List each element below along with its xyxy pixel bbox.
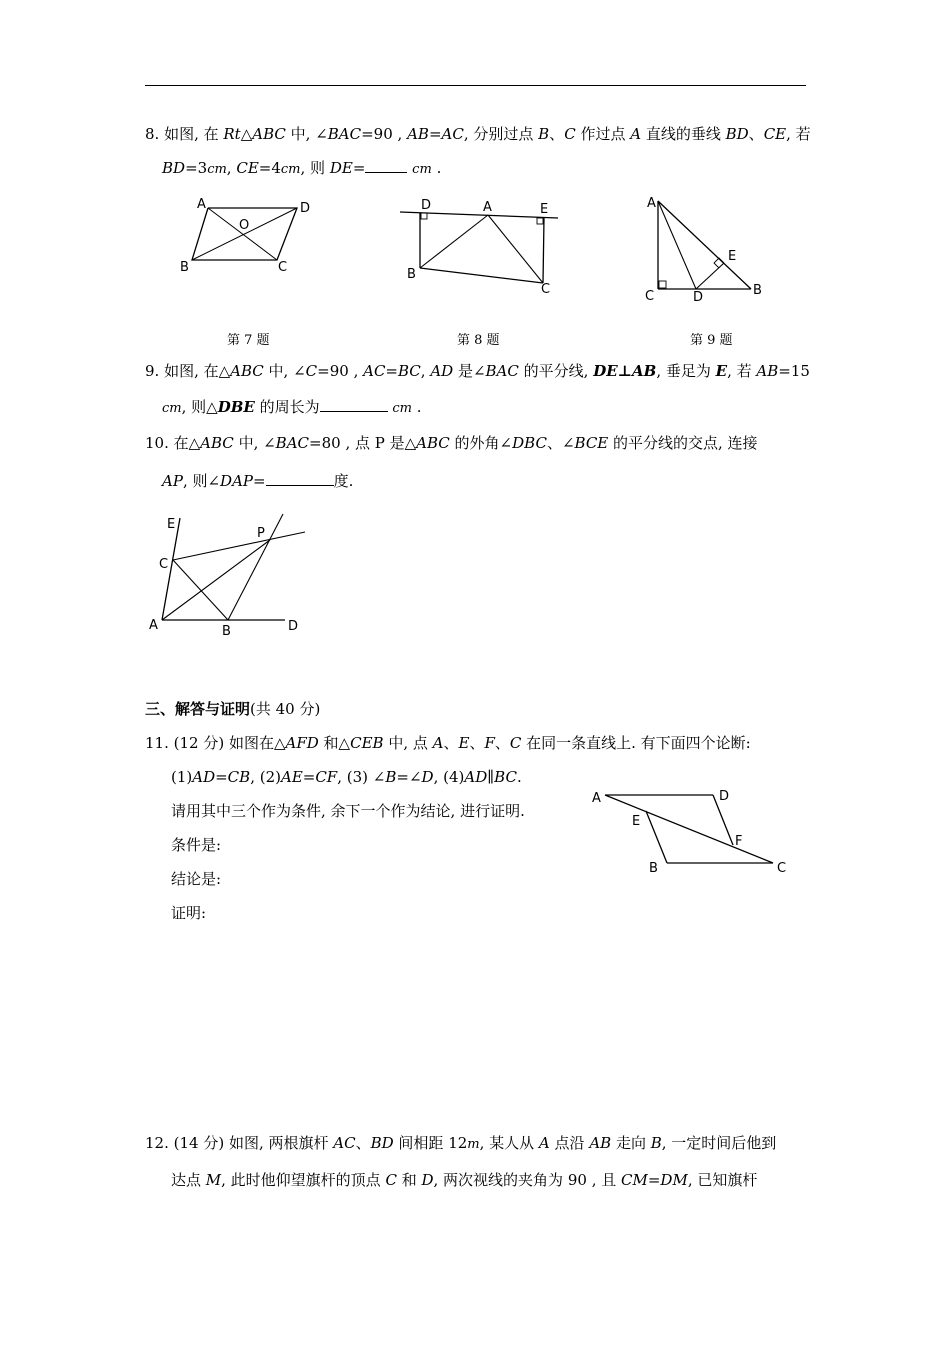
q9-line2: cm, 则△DBE 的周长为 cm . [162, 398, 422, 416]
header-rule [145, 85, 806, 86]
fig11-label-e: E [632, 814, 641, 829]
fig10-segment-ap [162, 540, 270, 620]
answer-blank-q9[interactable] [320, 397, 388, 412]
figure-7 [175, 195, 315, 285]
answer-blank-q8[interactable] [365, 158, 407, 173]
fig9-right-angle-c [659, 281, 666, 288]
q11-proof-label: 证明: [171, 904, 207, 922]
fig7-label-c: C [278, 260, 288, 275]
fig9-label-c: C [645, 289, 655, 304]
q11-conclusion-label: 结论是: [171, 870, 222, 888]
fig9-caption: 第 9 题 [690, 333, 733, 348]
q11-line1: 11. (12 分) 如图在△AFD 和△CEB 中, 点 A、E、F、C 在同一条直线上. 有下面四个论断: [145, 734, 751, 752]
fig9-segment-de [696, 263, 724, 289]
fig9-label-d: D [693, 290, 704, 305]
fig10-label-c: C [159, 557, 169, 572]
fig8-right-angle-d [421, 213, 427, 219]
section3-heading: 三、解答与证明(共 40 分) [145, 700, 321, 718]
fig10-label-p: P [257, 526, 265, 541]
fig7-label-o: O [239, 218, 250, 233]
fig8-segment-ab [420, 215, 488, 268]
q11-condition-label: 条件是: [171, 836, 222, 854]
q12-line1: 12. (14 分) 如图, 两根旗杆 AC、BD 间相距 12m, 某人从 A 点沿 AB 走向 B, 一定时间后他到 [145, 1134, 777, 1152]
figure-10 [145, 510, 315, 640]
fig8-label-c: C [541, 282, 551, 297]
fig7-label-d: D [300, 201, 311, 216]
fig8-segment-ac [488, 215, 543, 283]
fig8-label-e: E [540, 202, 549, 217]
fig9-segment-ad [658, 201, 696, 289]
q8-line2: BD=3cm, CE=4cm, 则 DE= cm . [162, 159, 442, 177]
fig9-label-e: E [728, 249, 737, 264]
q10-line2: AP, 则∠DAP= 度. [162, 472, 354, 490]
fig8-segment-ce [543, 218, 544, 283]
fig10-segment-cb [173, 560, 228, 620]
fig11-label-b: B [649, 861, 658, 876]
q12-line2: 达点 M, 此时他仰望旗杆的顶点 C 和 D, 两次视线的夹角为 90 , 且 CM=DM, 已知旗杆 [171, 1171, 758, 1189]
q10-line1: 10. 在△ABC 中, ∠BAC=80 , 点 P 是△ABC 的外角∠DBC、∠BCE 的平分线的交点, 连接 [145, 434, 758, 452]
fig10-label-b: B [222, 624, 231, 639]
fig7-label-b: B [180, 260, 189, 275]
fig8-caption: 第 8 题 [457, 333, 500, 348]
fig8-label-a: A [483, 200, 492, 215]
fig7-label-a: A [197, 197, 206, 212]
figure-9 [645, 193, 770, 303]
q9-line1: 9. 如图, 在△ABC 中, ∠C=90 , AC=BC, AD 是∠BAC 的平分线, DE⊥AB, 垂足为 E, 若 AB=15 [145, 362, 810, 380]
fig9-segment-ab [658, 201, 751, 289]
q11-instruction: 请用其中三个作为条件, 余下一个作为结论, 进行证明. [171, 802, 525, 820]
fig10-bisector-bp [228, 514, 283, 620]
fig8-right-angle-e [537, 218, 543, 224]
answer-blank-q10[interactable] [266, 471, 334, 486]
q8-line1: 8. 如图, 在 Rt△ABC 中, ∠BAC=90 , AB=AC, 分别过点 B、C 作过点 A 直线的垂线 BD、CE, 若 [145, 125, 811, 143]
fig8-label-b: B [407, 267, 416, 282]
fig10-label-a: A [149, 618, 158, 633]
fig10-bisector-cp [173, 532, 305, 560]
fig7-diagonal-ac [208, 208, 277, 260]
figure-11 [590, 785, 795, 880]
fig11-segment-ac [605, 795, 773, 863]
fig7-diagonal-bd [192, 208, 297, 260]
fig11-label-d: D [719, 789, 730, 804]
fig8-label-d: D [421, 198, 432, 213]
fig11-label-c: C [777, 861, 787, 876]
fig10-label-d: D [288, 619, 299, 634]
fig9-label-b: B [753, 283, 762, 298]
fig7-caption: 第 7 题 [227, 333, 270, 348]
fig8-segment-bc [420, 268, 543, 283]
fig11-label-f: F [735, 834, 743, 849]
fig9-label-a: A [647, 196, 656, 211]
figure-8 [400, 198, 565, 298]
q11-statements: (1)AD=CB, (2)AE=CF, (3) ∠B=∠D, (4)AD∥BC. [171, 768, 522, 786]
fig11-label-a: A [592, 791, 601, 806]
fig10-label-e: E [167, 517, 176, 532]
